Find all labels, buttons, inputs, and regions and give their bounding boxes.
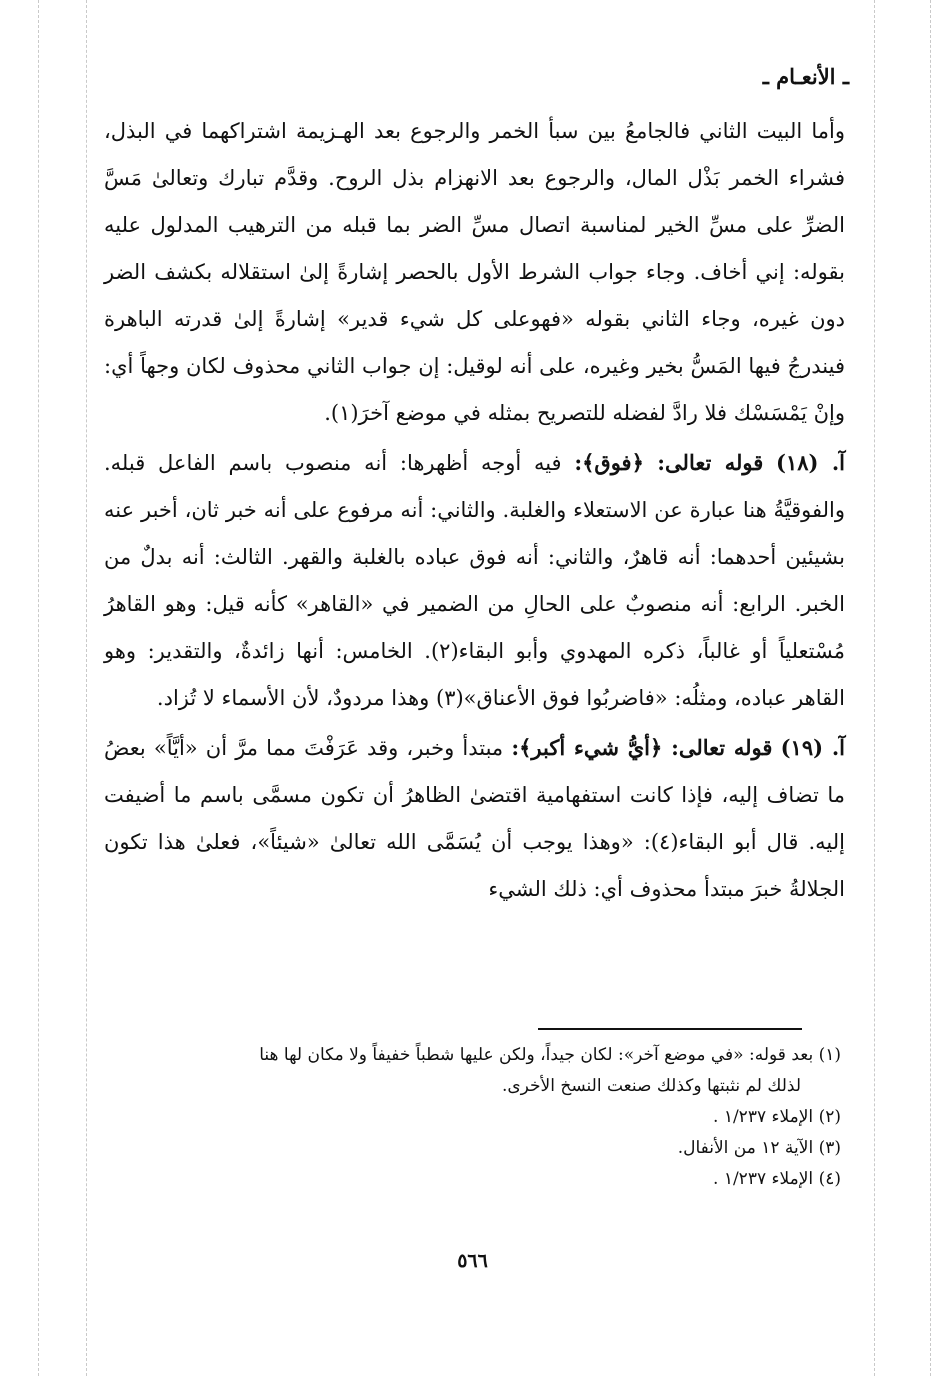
paragraph xyxy=(104,108,845,437)
running-header: ـ الأنعـام ـ xyxy=(762,64,849,89)
paragraph xyxy=(104,439,845,722)
scan-margin-line xyxy=(38,0,39,1376)
scan-margin-line xyxy=(874,0,875,1376)
footnote-number: (٢) xyxy=(818,1107,841,1127)
footnote-text: بعد قوله: «في موضع آخر»: لكان جيداً، ولكن عليها شطباً خفيفاً ولا مكان لها هنا xyxy=(259,1045,814,1065)
footnote-number: (٤) xyxy=(818,1169,841,1189)
paragraph-text: مبتدأ وخبر، وقد عَرَفْتَ مما مرَّ أن «أيَّاً» بعضُ ما تضاف إليه، فإذا كانت استفهامية اقتضىٰ الظاهرُ أن تكون مسمَّى باسم ما أضيفت إليه. قال أبو البقاء(٤): «وهذا يوجب أن يُسَمَّى الله تعالىٰ «شيئاً»، فعلىٰ هذا تكون الجلالةُ خبرَ مبتدأ محذوف أي: ذلك الشيء xyxy=(104,736,845,901)
scan-margin-line xyxy=(86,0,87,1376)
footnote-text: الإملاء ١/٢٣٧ . xyxy=(713,1107,814,1127)
paragraph-text: فيه أوجه أظهرها: أنه منصوب باسم الفاعل قبله. والفوقيَّةُ هنا عبارة عن الاستعلاء والغلبة. والثاني: أنه مرفوع على أنه خبر ثان، أخبر عنه بشيئين أحدهما: أنه قاهرٌ، والثاني: أنه فوق عباده بالغلبة والقهر. الثالث: أنه بدلٌ من الخبر. الرابع: أنه منصوبٌ على الحالِ من الضمير في «القاهر» كأنه قيل: وهو القاهرُ مُسْتعلياً أو غالباً، ذكره المهدوي وأبو البقاء(٢). الخامس: أنها زائدةٌ، والتقدير: وهو القاهر عباده، ومثلُه: «فاضربُوا فوق الأعناق»(٣) وهذا مردودٌ، لأن الأسماء لا تُزاد. xyxy=(104,451,845,710)
footnote-number: (٣) xyxy=(818,1138,841,1158)
footnote-continuation: لذلك لم نثبتها وكذلك صنعت النسخ الأخرى. xyxy=(501,1076,801,1096)
footnote-text: الآية ١٢ من الأنفال. xyxy=(677,1138,814,1158)
main-text xyxy=(104,108,845,913)
footnote-divider xyxy=(538,1028,802,1030)
footnote xyxy=(104,1040,841,1102)
footnote xyxy=(104,1164,841,1195)
verse-reference: آ. (١٨) xyxy=(776,450,845,475)
footnote xyxy=(104,1102,841,1133)
scan-margin-line xyxy=(930,0,931,1376)
verse-heading: قوله تعالى: ﴿أيُّ شيء أكبر﴾: xyxy=(511,735,773,760)
page-number: ٥٦٦ xyxy=(457,1250,488,1272)
footnote xyxy=(104,1133,841,1164)
paragraph xyxy=(104,724,845,913)
footnotes xyxy=(104,1040,841,1195)
footnote-text: الإملاء ١/٢٣٧ . xyxy=(713,1169,814,1189)
footnote-number: (١) xyxy=(818,1045,841,1065)
verse-heading: قوله تعالى: ﴿فوق﴾: xyxy=(574,450,764,475)
paragraph-text: وأما البيت الثاني فالجامعُ بين سبأ الخمر والرجوع بعد الهـزيمة اشتراكهما في البذل، فشراء الخمر بَذْل المال، والرجوع بعد الانهزام بذل الروح. وقدَّم تبارك وتعالىٰ مَسَّ الضرِّ على مسِّ الخير لمناسبة اتصال مسِّ الضر بما قبله من الترهيب المدلول عليه بقوله: إني أخاف. وجاء جواب الشرط الأول بالحصر إشارةً إلىٰ استقلاله بكشف الضر دون غيره، وجاء الثاني بقوله «فهوعلى كل شيء قدير» إشارةً إلىٰ قدرته الباهرة فيندرجُ فيها المَسُّ بخير وغيره، على أنه لوقيل: إن جواب الثاني محذوف لكان وجهاً أي: وإنْ يَمْسَسْك فلا رادَّ لفضله للتصريح بمثله في موضع آخرَ(١). xyxy=(104,119,845,425)
verse-reference: آ. (١٩) xyxy=(780,735,845,760)
